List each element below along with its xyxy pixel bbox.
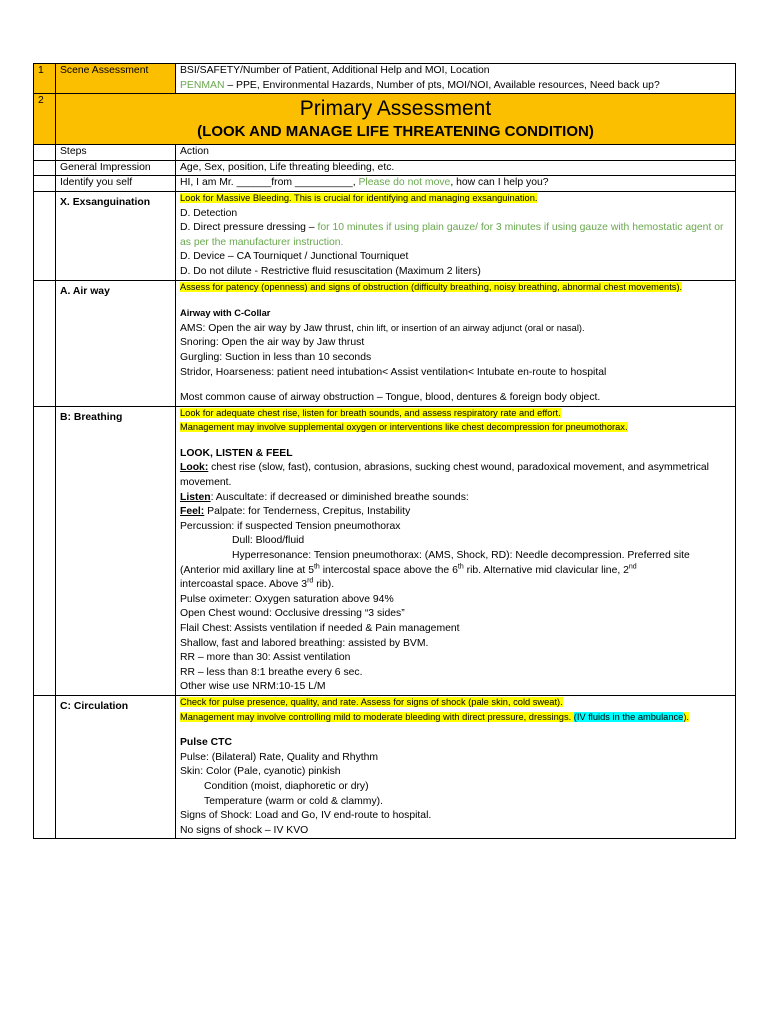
keyword: Feel:: [180, 506, 205, 518]
text-line: No signs of shock – IV KVO: [180, 824, 309, 836]
text-span: intercoastal space. Above 3: [180, 579, 308, 591]
airway-content: [176, 280, 736, 406]
row-label: Identify you self: [56, 176, 176, 192]
text-line: Most common cause of airway obstruction – Tongue, blood, dentures & foreign body object.: [180, 392, 601, 404]
identify-text: HI, I am Mr. ______from __________,: [180, 177, 359, 189]
steps-row: [34, 145, 736, 161]
general-impression-row: [34, 160, 736, 176]
highlight-text: Assess for patency (openness) and signs of obstruction (difficulty breathing, noisy breathing, abnormal chest movements).: [180, 281, 683, 292]
text-line: Pulse oximeter: Oxygen saturation above 94%: [180, 593, 394, 605]
identify-text: , how can I help you?: [450, 177, 549, 189]
text-line: Gurgling: Suction in less than 10 seconds: [180, 351, 372, 363]
text-line: RR – more than 30: Assist ventilation: [180, 652, 351, 664]
text-line: RR – less than 8:1 breathe every 6 sec.: [180, 666, 363, 678]
text-span: intercostal space above the 6: [319, 564, 458, 576]
row-value: [176, 176, 736, 192]
text-line: Pulse: (Bilateral) Rate, Quality and Rhythm: [180, 751, 379, 763]
text-line: [180, 505, 731, 520]
text-line: Shallow, fast and labored breathing: assisted by BVM.: [180, 637, 429, 649]
row-label: B: Breathing: [56, 406, 176, 695]
superscript: nd: [628, 563, 637, 571]
row-label: C: Circulation: [56, 695, 176, 838]
text-line: D. Do not dilute - Restrictive fluid resuscitation (Maximum 2 liters): [180, 265, 481, 277]
scene-line: BSI/SAFETY/Number of Patient, Additional Help and MOI, Location: [180, 65, 490, 76]
primary-header-row: [34, 94, 736, 145]
section-subtitle: (LOOK AND MANAGE LIFE THREATENING CONDITION): [197, 123, 594, 141]
scene-line: [180, 79, 731, 94]
text-line: [180, 564, 731, 579]
primary-header: [56, 94, 736, 145]
subheading: LOOK, LISTEN & FEEL: [180, 447, 293, 459]
text-line: Temperature (warm or cold & clammy).: [204, 795, 383, 807]
text-line: Signs of Shock: Load and Go, IV end-route to hospital.: [180, 810, 432, 822]
highlight-text: Management may involve supplemental oxygen or interventions like chest decompression for pneumothorax.: [180, 422, 628, 433]
text-span: chest rise (slow, fast), contusion, abrasions, sucking chest wound, paradoxical movement, and asymmetrical movement.: [180, 462, 709, 489]
keyword: Look:: [180, 462, 209, 474]
highlight-text: Check for pulse presence, quality, and rate. Assess for signs of shock (pale skin, cold sweat).: [180, 696, 563, 707]
row-value: Action: [176, 145, 736, 161]
superscript: rd: [307, 577, 314, 585]
row-label: Steps: [56, 145, 176, 161]
scene-content: [176, 64, 736, 94]
keyword: Listen: [180, 491, 211, 503]
superscript: th: [313, 563, 320, 571]
text-span: AMS: Open the air way by Jaw thrust,: [180, 322, 357, 334]
text-span: (Anterior mid axillary line at 5: [180, 564, 314, 576]
text-line: D. Detection: [180, 207, 238, 219]
assessment-table: [33, 63, 736, 839]
green-text: for 10 minutes if using plain gauze/ for 3 minutes if using gauze with hemostatic agent or as per the manufacturer instruction.: [180, 222, 724, 248]
text-span: : Auscultate: if decreased or diminished breathe sounds:: [210, 491, 469, 503]
text-span: rib. Alternative mid clavicular line, 2: [463, 564, 629, 576]
text-line: D. Device – CA Tourniquet / Junctional Tourniquet: [180, 251, 409, 263]
text-line: Condition (moist, diaphoretic or dry): [204, 780, 369, 792]
exsanguination-content: [176, 191, 736, 280]
airway-row: [34, 280, 736, 406]
identify-row: [34, 176, 736, 192]
circulation-content: [176, 695, 736, 838]
row-number: 2: [34, 94, 56, 145]
highlight-text: Look for Massive Bleeding. This is crucial for identifying and managing exsanguination.: [180, 192, 538, 203]
row-label: A. Air way: [56, 280, 176, 406]
text-line: [180, 578, 731, 593]
text-line: Flail Chest: Assists ventilation if needed & Pain management: [180, 623, 460, 634]
text-span: D. Direct pressure dressing –: [180, 222, 318, 234]
highlight-text: ).: [683, 711, 690, 722]
text-line: Stridor, Hoarseness: patient need intubation< Assist ventilation< Intubate en-route to hospital: [180, 366, 607, 378]
text-line: Other wise use NRM:10-15 L/M: [180, 681, 326, 693]
breathing-content: [176, 406, 736, 695]
text-line: Open Chest wound: Occlusive dressing “3 sides”: [180, 608, 405, 620]
subheading: Airway with C-Collar: [180, 308, 271, 319]
text-line: [180, 491, 731, 506]
exsanguination-row: [34, 191, 736, 280]
text-line: [180, 461, 731, 490]
superscript: th: [457, 563, 464, 571]
breathing-row: [34, 406, 736, 695]
text-line: [180, 221, 731, 250]
row-label: Scene Assessment: [56, 64, 176, 94]
row-number: 1: [34, 64, 56, 94]
text-span: chin lift, or insertion of an airway adjunct (oral or nasal).: [356, 322, 585, 333]
text-line: Snoring: Open the air way by Jaw thrust: [180, 337, 365, 349]
text-line: Hyperresonance: Tension pneumothorax: (AMS, Shock, RD): Needle decompression. Preferred site: [232, 550, 690, 562]
row-label: General Impression: [56, 160, 176, 176]
identify-green-text: Please do not move: [358, 177, 451, 189]
section-title: Primary Assessment: [299, 97, 492, 121]
row-label: X. Exsanguination: [56, 191, 176, 280]
row-value: Age, Sex, position, Life threating bleeding, etc.: [176, 160, 736, 176]
text-line: Skin: Color (Pale, cyanotic) pinkish: [180, 766, 341, 778]
cyan-highlight-text: (IV fluids in the ambulance: [573, 711, 684, 722]
text-line: Dull: Blood/fluid: [232, 535, 305, 547]
highlight-text: Look for adequate chest rise, listen for breath sounds, and assess respiratory rate and effort.: [180, 407, 561, 418]
scene-row: [34, 64, 736, 94]
scene-text: – PPE, Environmental Hazards, Number of pts, MOI/NOI, Available resources, Need back up?: [224, 79, 660, 91]
highlight-text: Management may involve controlling mild to moderate bleeding with direct pressure, dressings.: [180, 711, 574, 722]
text-span: rib).: [313, 579, 335, 591]
text-line: Percussion: if suspected Tension pneumothorax: [180, 520, 401, 532]
subheading: Pulse CTC: [180, 737, 232, 749]
text-span: Palpate: for Tenderness, Crepitus, Instability: [204, 506, 411, 518]
penman-label: PENMAN: [180, 79, 225, 91]
circulation-row: [34, 695, 736, 838]
text-line: [180, 321, 731, 337]
